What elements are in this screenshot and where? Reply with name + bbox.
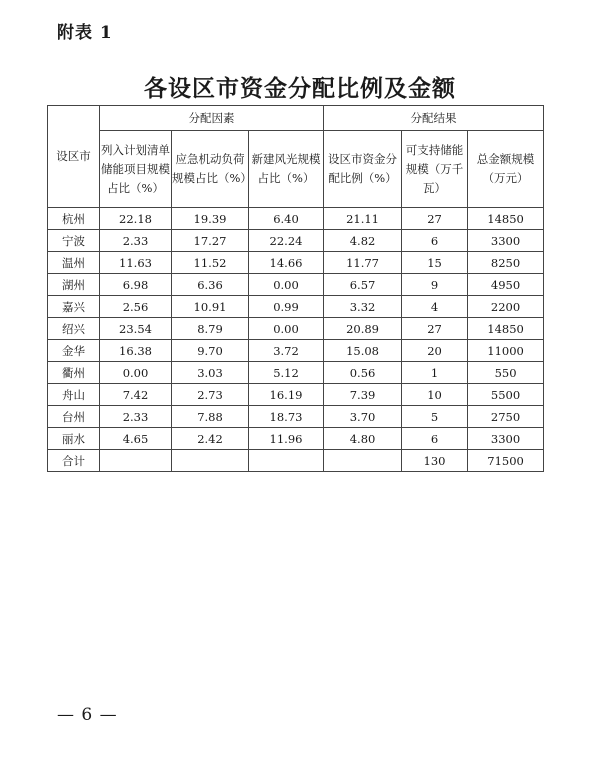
table-row [48,208,544,230]
value-cell: 1 [402,362,468,384]
value-cell: 11.77 [324,252,402,274]
table-row [48,362,544,384]
city-cell: 杭州 [48,208,100,230]
value-cell: 23.54 [100,318,172,340]
value-cell: 3300 [468,428,544,450]
value-cell: 4 [402,296,468,318]
value-cell: 11.96 [249,428,324,450]
table-row [48,252,544,274]
city-cell: 温州 [48,252,100,274]
value-cell: 2.33 [100,406,172,428]
value-cell: 19.39 [172,208,249,230]
value-cell: 16.38 [100,340,172,362]
value-cell: 11.63 [100,252,172,274]
table-row [48,428,544,450]
value-cell: 9.70 [172,340,249,362]
city-cell: 衢州 [48,362,100,384]
value-cell: 7.39 [324,384,402,406]
header-fund-allocation-ratio: 设区市资金分配比例（%） [324,131,402,208]
value-cell: 17.27 [172,230,249,252]
table-row [48,296,544,318]
value-cell: 7.88 [172,406,249,428]
value-cell: 6 [402,230,468,252]
value-cell: 6.98 [100,274,172,296]
value-cell: 7.42 [100,384,172,406]
total-value-cell [100,450,172,472]
city-cell: 舟山 [48,384,100,406]
header-emergency-load-share: 应急机动负荷规模占比（%） [172,131,249,208]
value-cell: 22.18 [100,208,172,230]
value-cell: 3300 [468,230,544,252]
value-cell: 21.11 [324,208,402,230]
value-cell: 8250 [468,252,544,274]
header-group-factors: 分配因素 [100,106,324,131]
value-cell: 15 [402,252,468,274]
value-cell: 15.08 [324,340,402,362]
allocation-table-body [48,208,544,472]
table-row [48,318,544,340]
value-cell: 4.65 [100,428,172,450]
value-cell: 27 [402,208,468,230]
value-cell: 0.56 [324,362,402,384]
header-total-amount: 总金额规模（万元） [468,131,544,208]
value-cell: 0.00 [100,362,172,384]
value-cell: 14850 [468,318,544,340]
value-cell: 4.80 [324,428,402,450]
value-cell: 10 [402,384,468,406]
table-row [48,406,544,428]
value-cell: 550 [468,362,544,384]
allocation-table [47,105,544,472]
total-value-cell: 71500 [468,450,544,472]
value-cell: 0.99 [249,296,324,318]
value-cell: 2.42 [172,428,249,450]
city-cell: 台州 [48,406,100,428]
value-cell: 14.66 [249,252,324,274]
header-city: 设区市 [48,106,100,208]
value-cell: 2.56 [100,296,172,318]
city-cell: 绍兴 [48,318,100,340]
value-cell: 20.89 [324,318,402,340]
value-cell: 4950 [468,274,544,296]
value-cell: 16.19 [249,384,324,406]
value-cell: 5500 [468,384,544,406]
value-cell: 3.03 [172,362,249,384]
value-cell: 5.12 [249,362,324,384]
value-cell: 2200 [468,296,544,318]
value-cell: 3.32 [324,296,402,318]
table-row [48,384,544,406]
city-cell: 湖州 [48,274,100,296]
total-value-cell [324,450,402,472]
total-value-cell [249,450,324,472]
city-cell: 宁波 [48,230,100,252]
total-value-cell [172,450,249,472]
table-row [48,274,544,296]
total-label: 合计 [48,450,100,472]
city-cell: 金华 [48,340,100,362]
table-row [48,230,544,252]
city-cell: 嘉兴 [48,296,100,318]
value-cell: 0.00 [249,274,324,296]
value-cell: 5 [402,406,468,428]
value-cell: 6.40 [249,208,324,230]
value-cell: 6.36 [172,274,249,296]
value-cell: 8.79 [172,318,249,340]
value-cell: 27 [402,318,468,340]
value-cell: 10.91 [172,296,249,318]
value-cell: 9 [402,274,468,296]
value-cell: 6 [402,428,468,450]
value-cell: 22.24 [249,230,324,252]
table-row [48,340,544,362]
value-cell: 11.52 [172,252,249,274]
value-cell: 11000 [468,340,544,362]
value-cell: 2.33 [100,230,172,252]
value-cell: 2.73 [172,384,249,406]
value-cell: 20 [402,340,468,362]
annex-label: 附表 1 [57,23,113,43]
value-cell: 4.82 [324,230,402,252]
header-planned-storage-share: 列入计划清单储能项目规模占比（%） [100,131,172,208]
value-cell: 3.72 [249,340,324,362]
value-cell: 3.70 [324,406,402,428]
total-value-cell: 130 [402,450,468,472]
value-cell: 0.00 [249,318,324,340]
value-cell: 14850 [468,208,544,230]
value-cell: 18.73 [249,406,324,428]
value-cell: 2750 [468,406,544,428]
header-supported-storage-scale: 可支持储能规模（万千瓦） [402,131,468,208]
page-title: 各设区市资金分配比例及金额 [144,75,456,102]
city-cell: 丽水 [48,428,100,450]
header-new-wind-solar-share: 新建风光规模占比（%） [249,131,324,208]
value-cell: 6.57 [324,274,402,296]
header-group-results: 分配结果 [324,106,544,131]
page-number: — 6 — [57,705,118,725]
total-row [48,450,544,472]
